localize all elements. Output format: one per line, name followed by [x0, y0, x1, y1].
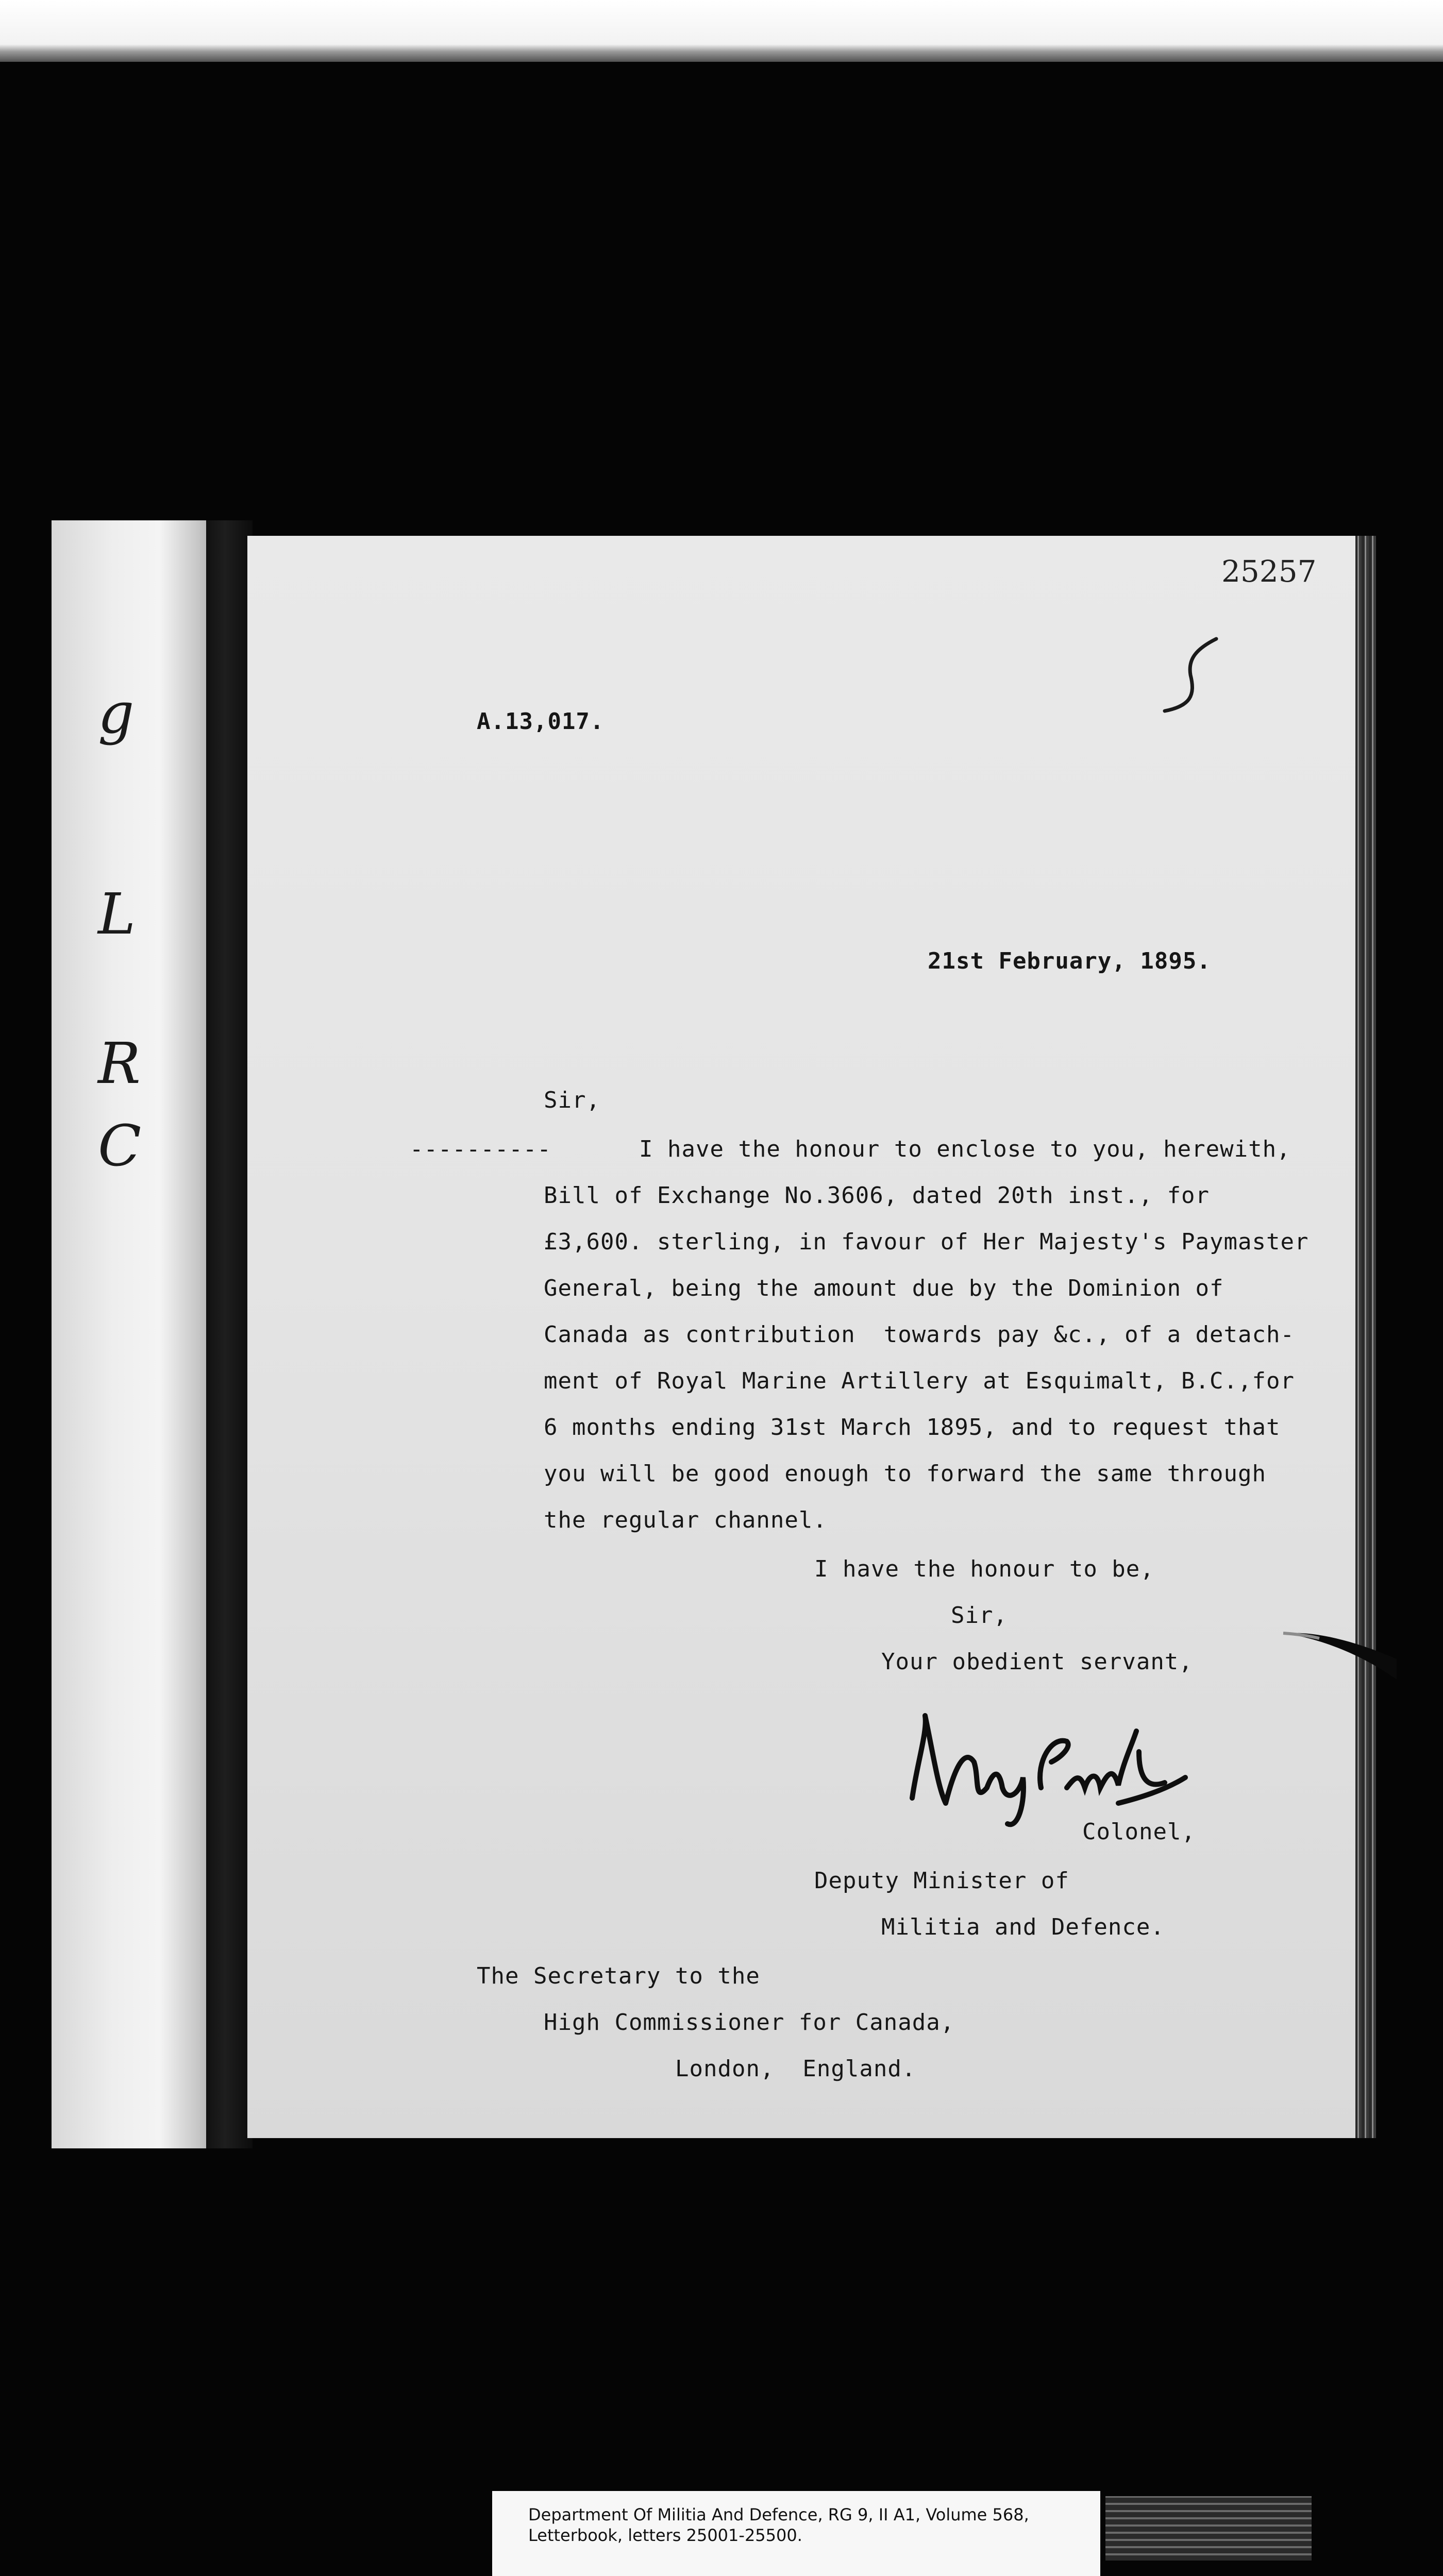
body-line: the regular channel.	[544, 1507, 827, 1533]
body-line: Bill of Exchange No.3606, dated 20th inst., for	[544, 1182, 1210, 1209]
body-line: £3,600. sterling, in favour of Her Majesty's Paymaster	[544, 1229, 1309, 1255]
scan-top-strip	[0, 0, 1443, 62]
signatory-title: Militia and Defence.	[881, 1914, 1165, 1940]
letter-date: 21st February, 1895.	[928, 948, 1211, 974]
body-line: you will be good enough to forward the same through	[544, 1461, 1267, 1487]
signature-rank: Colonel,	[1082, 1819, 1196, 1845]
book-gutter	[206, 520, 253, 2148]
handwriting-mark: C	[98, 1113, 142, 1179]
addressee-line: London, England.	[675, 2056, 916, 2082]
reference-number: A.13,017.	[477, 708, 605, 735]
check-mark-icon	[1144, 634, 1247, 726]
closing-sir: Sir,	[951, 1602, 1008, 1629]
page-number: 25257	[1221, 554, 1317, 589]
handwriting-mark: g	[98, 680, 135, 746]
body-line: Canada as contribution towards pay &c., of a detach-	[544, 1321, 1295, 1348]
archive-label-line: Letterbook, letters 25001-25500.	[528, 2526, 802, 2545]
signatory-title: Deputy Minister of	[814, 1868, 1069, 1894]
closing-servant: Your obedient servant,	[881, 1649, 1193, 1675]
salutation: Sir,	[544, 1087, 600, 1113]
filmstrip-stamp	[1105, 2496, 1312, 2561]
archive-label	[492, 2491, 1100, 2576]
archive-label-line: Department Of Militia And Defence, RG 9, II A1, Volume 568,	[528, 2505, 1029, 2524]
pencil-tip-icon	[1278, 1623, 1402, 1685]
body-line: ment of Royal Marine Artillery at Esquimalt, B.C.,for	[544, 1368, 1295, 1394]
body-line: I have the honour to enclose to you, herewith,	[639, 1136, 1291, 1162]
addressee-line: The Secretary to the	[477, 1963, 760, 1989]
addressee-line: High Commissioner for Canada,	[544, 2009, 955, 2036]
body-line: General, being the amount due by the Dominion of	[544, 1275, 1224, 1301]
handwriting-mark: L	[98, 881, 136, 947]
handwriting-mark: R	[98, 1030, 141, 1096]
closing-line: I have the honour to be,	[814, 1556, 1154, 1582]
signature	[897, 1700, 1196, 1834]
body-line: 6 months ending 31st March 1895, and to request that	[544, 1414, 1281, 1440]
facing-page-edge	[52, 520, 206, 2148]
margin-dashes: ----------	[410, 1136, 551, 1162]
